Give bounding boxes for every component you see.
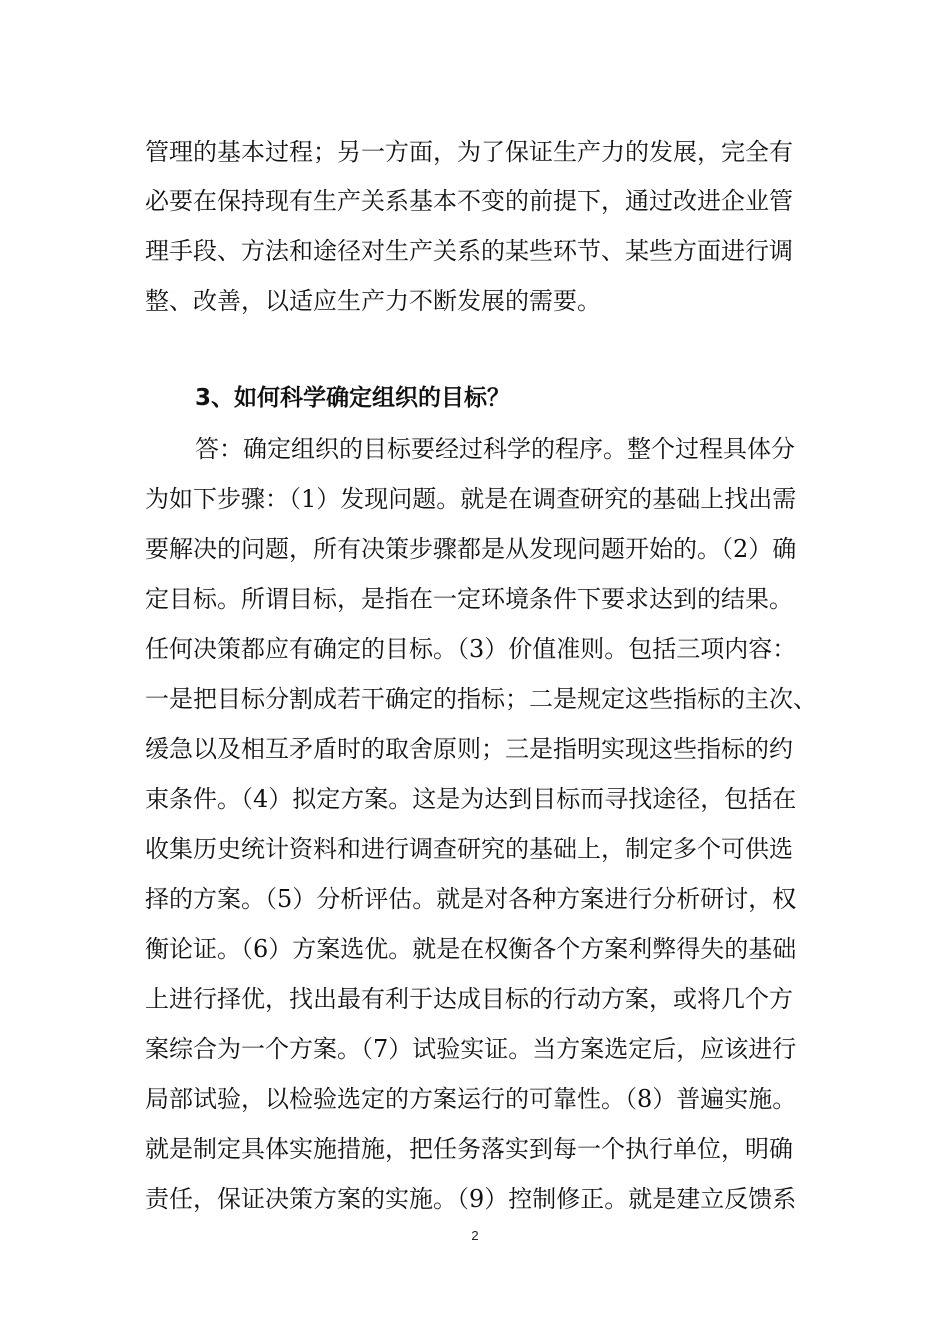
answer-line: 案综合为一个方案。（7）试验实证。当方案选定后，应该进行 [145,1035,797,1063]
paragraph-line: 管理的基本过程；另一方面，为了保证生产力的发展，完全有 [145,138,793,166]
paragraph-line: 整、改善，以适应生产力不断发展的需要。 [145,287,601,315]
answer-line: 责任，保证决策方案的实施。（9）控制修正。就是建立反馈系 [145,1185,797,1213]
answer-line: 束条件。（4）拟定方案。这是为达到目标而寻找途径，包括在 [145,785,797,813]
answer-line: 任何决策都应有确定的目标。（3）价值准则。包括三项内容： [145,635,797,663]
question-heading: 3、如何科学确定组织的目标？ [195,385,511,411]
answer-line: 上进行择优，找出最有利于达成目标的行动方案，或将几个方 [145,985,793,1013]
answer-line: 局部试验，以检验选定的方案运行的可靠性。（8）普遍实施。 [145,1085,797,1113]
answer-line: 衡论证。（6）方案选优。就是在权衡各个方案利弊得失的基础 [145,935,797,963]
answer-line: 要解决的问题，所有决策步骤都是从发现问题开始的。（2）确 [145,535,797,563]
answer-line: 缓急以及相互矛盾时的取舍原则；三是指明实现这些指标的约 [145,735,793,763]
paragraph-line: 必要在保持现有生产关系基本不变的前提下，通过改进企业管 [145,187,793,215]
answer-line: 择的方案。（5）分析评估。就是对各种方案进行分析研讨，权 [145,885,797,913]
answer-line: 为如下步骤：（1）发现问题。就是在调查研究的基础上找出需 [145,485,797,513]
answer-line: 就是制定具体实施措施，把任务落实到每一个执行单位，明确 [145,1135,793,1163]
answer-line: 答：确定组织的目标要经过科学的程序。整个过程具体分 [195,435,795,463]
paragraph-line: 理手段、方法和途径对生产关系的某些环节、某些方面进行调 [145,237,793,265]
answer-line: 一是把目标分割成若干确定的指标；二是规定这些指标的主次、 [145,685,817,713]
page-number: 2 [471,1228,479,1243]
answer-line: 定目标。所谓目标，是指在一定环境条件下要求达到的结果。 [145,585,793,613]
answer-line: 收集历史统计资料和进行调查研究的基础上，制定多个可供选 [145,835,793,863]
